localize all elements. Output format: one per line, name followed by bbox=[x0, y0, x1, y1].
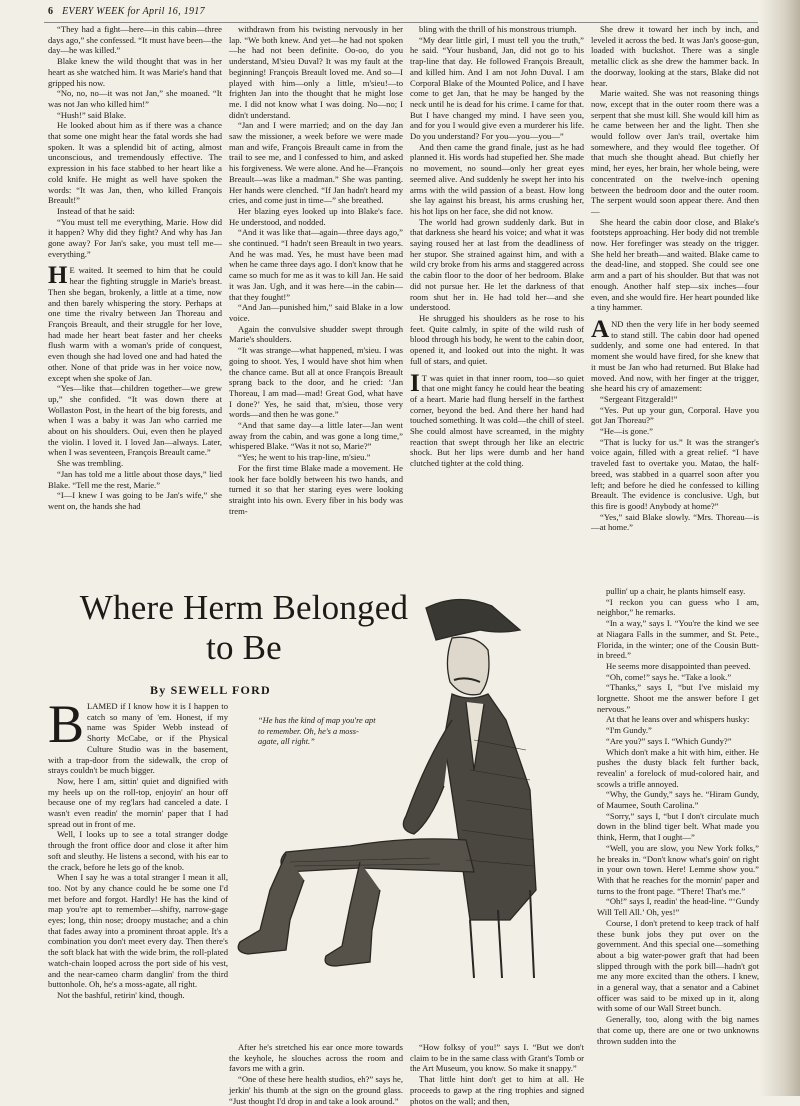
bottom-column-4 bbox=[597, 586, 759, 1090]
paragraph: “Yes—like that—children together—we grew up,” she confided. “It was down there at Wollaston Post, in the heart of the big forests, and when I was a baby it was Jan who carried me about on his shoulders. Oui, even then he played the violin. I loved it. I loved Jan—always. Later, when I was seventeen, François Breault came.” bbox=[48, 383, 222, 458]
paragraph: “My dear little girl, I must tell you the truth,” he said. “Your husband, Jan, did not go to his trap-line that day. He followed François Breault, and killed him. And I am not John Duval. I am Corporal Blake of the Mounted Police, and I have come to get Jan, that he may be hanged by the neck until he is dead for his crime. I came for that. But I have changed my mind. I have seen you, and for you I would give even a murderer his life. Do you understand? For you—you—you—” bbox=[410, 34, 584, 142]
section-first-paragraph: ND then the very life in her body seemed to stand still. The cabin door had opened suddenly, and some one had entered. In that moment she would have fired, for she knew that it must be Jan who had returned. But Blake had moved. And now, with her finger at the trigger, she heard his cry of amazement: bbox=[591, 318, 759, 394]
paragraph: After he's stretched his ear once more towards the keyhole, he slouches across the room and favors me with a grin. bbox=[229, 1042, 403, 1074]
story-title-line-2: to Be bbox=[206, 628, 282, 667]
section-first-paragraph: E waited. It seemed to him that he could hear the fighting struggle in Marie's breast. Then she began, brokenly, a little at a time, now and then barely whispering the story. Perhaps at one time the rivalry between Jan Thoreau and François Breault, and their struggle for her love, had made her heart beat faster and her cheeks flush warm with a woman's pride of conquest, even though she had loved one and had hated the other. None of that pride was in her voice now, except when she spoke of Jan. bbox=[48, 265, 222, 383]
paragraph: “It was strange—what happened, m'sieu. I was going to shoot. Yes, I would have shot him when the chance came. But all at once François Breault sprang back to the door, and he cried: ‘Jan Thoreau, I am mad—mad! Great God, what have I done?’ Yes, he said that, m'sieu, those very words—and then he was gone.” bbox=[229, 345, 403, 420]
illustration-caption: “He has the kind of map you're apt to remember. Oh, he's a moss-agate, all right.” bbox=[258, 716, 376, 746]
top-column-4-section-paragraphs bbox=[591, 394, 759, 533]
paragraph: withdrawn from his twisting nervously in her lap. “We both knew. And yet—he had not spoken—he had not been definite. Oo-oo, do you understand, M'sieu Duval? It was my fault at the beginning! François Breault loved me. And so—I played with him—only a little, m'sieu!—to frighten Jan into the thought that he might lose me. I did not know what I was doing. No—no; I didn't understand. bbox=[229, 24, 403, 120]
drop-cap: B bbox=[48, 694, 85, 754]
paragraph: Marie waited. She was not reasoning things now, except that in the outer room there was a serpent that she must kill. She would kill him as he came between her and the light. Then she would follow over Jan's trail, overtake him somewhere, and they would flee together. Of that much she thought ahead. But chiefly her mind, her eyes, her brain, her whole being, were concentrated on the twelve-inch opening between the bedroom door and the outer room. The serpent would soon appear there. And then— bbox=[591, 88, 759, 216]
paragraph: “And that same day—a little later—Jan went away from the cabin, and was gone a long time,” whispered Blake. “Was it not so, Marie?” bbox=[229, 420, 403, 452]
paragraph: “Oh, come!” says he. “Take a look.” bbox=[606, 671, 732, 682]
paragraph: The world had grown suddenly dark. But in that darkness she heard his voice; and what it was saying roused her at last from the deadliness of her stupor. She strained against him, and with a wild cry broke from his arms and staggered across the cabin floor to the door of her bedroom. Blake did not pursue her. He let the darkness of that room shut her in. He had told her—and she understood. bbox=[410, 216, 584, 313]
paragraph: “Are you?” says I. “Which Gundy?” bbox=[606, 735, 732, 746]
top-column-1-paragraphs bbox=[48, 24, 222, 259]
paragraph: “One of these here health studios, eh?” says he, jerkin' his thumb at the sign on the ground glass. “Just thought I'd drop in and take a look around.” bbox=[229, 1074, 403, 1106]
paragraph: “I—I knew I was going to be Jan's wife,” she went on, the hands she had bbox=[48, 490, 222, 511]
bottom-column-1-paragraphs bbox=[48, 776, 228, 1001]
bottom-column-3-paragraphs bbox=[410, 1042, 584, 1106]
top-column-1 bbox=[48, 24, 222, 569]
top-column-4-section bbox=[591, 315, 759, 394]
paragraph: “Jan and I were married; and on the day Jan saw the missioner, a week before we were made man and wife, François Breault came in from the trail to see me, and I confessed to him, and asked his forgiveness. We were alone. And he—François Breault—was like a madman.” She was panting. Her hands were clenched. “If Jan hadn't heard my cries, and come just in time—” she breathed. bbox=[229, 120, 403, 206]
paragraph: She was trembling. bbox=[57, 458, 124, 469]
running-head-title: EVERY WEEK for April 16, 1917 bbox=[62, 6, 205, 17]
paragraph: “Hush!” said Blake. bbox=[57, 109, 126, 120]
paragraph: Generally, too, along with the big names that come up, there are one or two unknowns thrown sudden into the bbox=[597, 1014, 759, 1046]
paragraph: For the first time Blake made a movement. He took her face boldly between his two hands, and turned it so that her staring eyes were looking straight into his own. Every fiber in his body was trem- bbox=[229, 462, 403, 516]
bottom-column-2-paragraphs bbox=[229, 1042, 403, 1106]
paragraph: Which don't make a hit with him, either. He pushes the dusty black felt further back, revealin' a forelock of mud-colored hair, and scowls a trifle annoyed. bbox=[597, 746, 759, 789]
paragraph: pullin' up a chair, he plants himself easy. bbox=[606, 586, 746, 596]
paragraph: He looked about him as if there was a chance that some one might hear the fatal words she had spoken. It was a splendid bit of acting, almost unconscious, and tremendously effective. The expression in his face stabbed to her heart like a cold knife. He might as well have spoken the words: “It was Jan, then, who killed François Breault!” bbox=[48, 120, 222, 206]
paragraph: Well, I looks up to see a total stranger dodge through the front office door and close it after him soft and sleuthy. He listens a second, with his ear to the crack, before he lets go of the knob. bbox=[48, 829, 228, 872]
top-column-3-paragraphs bbox=[410, 24, 584, 367]
bottom-column-1 bbox=[48, 694, 228, 1089]
paragraph: “How folksy of you!” says I. “But we don't claim to be in the same class with Grant's Tomb or the Art Museum, you know. So make it snappy.” bbox=[410, 1042, 584, 1074]
paragraph: “I'm Gundy.” bbox=[606, 725, 652, 736]
paragraph: “They had a fight—here—in this cabin—three days ago,” she confessed. “It must have been—the day—he was killed.” bbox=[48, 24, 222, 56]
paragraph: “Sergeant Fitzgerald!” bbox=[600, 393, 678, 404]
paragraph: “Yes,” said Blake slowly. “Mrs. Thoreau—is—at home.” bbox=[591, 511, 759, 533]
top-column-1-section bbox=[48, 262, 222, 383]
story-opening-paragraph bbox=[48, 694, 228, 776]
top-column-1-section-paragraphs bbox=[48, 383, 222, 511]
top-column-3 bbox=[410, 24, 584, 569]
paragraph: And then came the grand finale, just as he had planned it. His words had stupefied her. She made no movement, no sound—only her great eyes seemed alive. And suddenly he swept her into his arms with the wild passion of a beast. How long she lay against his breast, his arms crushing her, his hot lips on her face, she did not know. bbox=[410, 141, 584, 216]
paragraph: “He—is gone.” bbox=[600, 426, 653, 437]
paragraph: “Jan has told me a little about those days,” lied Blake. “Tell me the rest, Marie.” bbox=[48, 468, 222, 490]
paragraph: “Yes. Put up your gun, Corporal. Have you got Jan Thoreau?” bbox=[591, 404, 759, 426]
story-title-line-1: Where Herm Belonged bbox=[79, 588, 409, 627]
section-first-paragraph: T was quiet in that inner room, too—so quiet that one might fancy he could hear the beating of a heart. Marie had flung herself in the farthest corner, beyond the bed. And there her hand had touched something. It was cold—the chill of steel. She could almost have screamed, in the mighty reaction that swept through her like an electric shock. But her lips were dumb and her hand clutched tighter at the cold thing. bbox=[410, 372, 584, 469]
paragraph: “I reckon you can guess who I am, neighbor,” he remarks. bbox=[597, 596, 759, 618]
page-number: 6 bbox=[48, 6, 54, 17]
paragraph: That little hint don't get to him at all. He proceeds to gawp at the ring trophies and signed photos on the wall; and then, bbox=[410, 1074, 584, 1106]
paragraph: Course, I don't pretend to keep track of half these bunk jobs they put over on the government. And this special one—something about a big water-power graft that had been slipped through with the pork bill—hadn't got me any more excited than the others. I knew, in a general way, that a senator and a Cabinet officer was said to be mixed up in it, along with some of our Wall Street bunch. bbox=[597, 917, 759, 1014]
top-column-2-paragraphs bbox=[229, 24, 403, 516]
paragraph: Now, here I am, sittin' quiet and dignified with my heels up on the roll-top, enjoyin' an hour off because one of my reg'lars had canceled a date. I wasn't even readin' the mornin' paper that I had spread out in front of me. bbox=[48, 775, 228, 829]
paragraph: He shrugged his shoulders as he rose to his feet. Quite calmly, in spite of the wild rush of blood through his body, he went to the cabin door, opened it, and looked out into the night. It was full of stars, and quiet. bbox=[410, 312, 584, 366]
paragraph: Her blazing eyes looked up into Blake's face. He understood, and nodded. bbox=[229, 205, 403, 227]
paragraph: “Thanks,” says I, “but I've mislaid my lorgnette. Shoot me the answer before I get nervous.” bbox=[597, 682, 759, 714]
paragraph: When I say he was a total stranger I mean it all, too. Not by any chance could he be some one I'd met before and forgot. Hardly! He has the kind of map you're apt to remember—shifty, narrow-gage eyes; long, thin nose; droopy mustache; and a chin that fades away into a prominent throat apple. It's a combination you don't meet every day. Then there's the soft black hat with the wide brim, the roll-plated watch-chain looped across the port side of his vest, and the near-cameo charm danglin' from the third buttonhole. Oh, he's a moss-agate, all right. bbox=[48, 872, 228, 990]
drop-cap: A bbox=[591, 315, 610, 343]
paragraph: At that he leans over and whispers husky: bbox=[606, 714, 750, 725]
paragraph: bling with the thrill of his monstrous triumph. bbox=[419, 24, 577, 34]
seated-man-illustration bbox=[230, 590, 560, 980]
paragraph: “And Jan—punished him,” said Blake in a low voice. bbox=[229, 302, 403, 323]
paragraph: “That is lucky for us.” It was the stranger's voice again, filled with a great relief. “I have traveled fast to overtake you. Matao, the half-breed, was stabbed in a quarrel soon after you left; and before he died he confessed to killing Breault. The evidence is conclusive. Ugh, but this fire is good! Anybody at home?” bbox=[591, 436, 759, 511]
drop-cap: H bbox=[48, 262, 68, 290]
top-column-4-paragraphs bbox=[591, 24, 759, 313]
drop-cap: I bbox=[410, 369, 420, 397]
paragraph: “In a way,” says I. “You're the kind we see at Niagara Falls in the summer, and St. Pete., Florida, in the winter; one of the Cousin Butt-in breed.” bbox=[597, 618, 759, 661]
paragraph: She drew it toward her inch by inch, and leveled it across the bed. It was Jan's goose-gun, loaded with buckshot. There was a single metallic click as she drew the hammer back. In the doorway, looking at the stars, Blake did not hear. bbox=[591, 24, 759, 88]
paragraph: “And it was like that—again—three days ago,” she continued. “I hadn't seen Breault in two years. And he was mad. Yes, he must have been mad when he came three days ago. I don't know that he came so much for me as it was to kill Jan. He said it was Jan. Ugh, and it was here—in the cabin—that they fought!” bbox=[229, 227, 403, 302]
paragraph: “You must tell me everything, Marie. How did it happen? Why did they fight? And why has Jan gone away? For Jan's sake, you must tell me—everything.” bbox=[48, 216, 222, 259]
paragraph: “Yes; he went to his trap-line, m'sieu.” bbox=[238, 452, 371, 463]
top-column-2 bbox=[229, 24, 403, 569]
story-byline: By SEWELL FORD bbox=[150, 683, 271, 697]
top-column-3-section bbox=[410, 369, 584, 469]
paragraph: “Sorry,” says I, “but I don't circulate much down in the blind tiger belt. What made you think, Herm, that I ought—” bbox=[597, 810, 759, 843]
paragraph: “Well, you are slow, you New York folks,” he breaks in. “Don't know what's goin' on right in your own town. Here! Lemme show you.” With that he reaches for the mornin' paper and turns to the front page. “There! That's me.” bbox=[597, 842, 759, 896]
running-header bbox=[48, 6, 205, 17]
paragraph: Not the bashful, retirin' kind, though. bbox=[57, 989, 185, 1000]
page-edge-shadow bbox=[760, 0, 800, 1096]
paragraph: “No, no, no—it was not Jan,” she moaned. “It was not Jan who killed him!” bbox=[48, 88, 222, 109]
paragraph: Blake knew the wild thought that was in her heart as she watched him. It was Marie's hand that gripped his now. bbox=[48, 56, 222, 88]
paragraph: She heard the cabin door close, and Blake's footsteps approaching. Her body did not tremble now. Her forefinger was steady on the trigger. She held her breath—and waited. Blake came to the dead-line, and stopped. She could see one arm and a part of his shoulder. But that was not enough. Another half step—six inches—four even, and she would fire. Her heart pounded like a tiny hammer. bbox=[591, 216, 759, 313]
header-rule bbox=[44, 22, 758, 23]
top-column-4 bbox=[591, 24, 759, 569]
story-opening-text: LAMED if I know how it is I happen to catch so many of 'em. Honest, if my name was Spider Webb instead of Shorty McCabe, or if the Physical Culture Studio was in the basement, with a trap-door from the sidewalk, the crop of strays couldn't be much bigger. bbox=[48, 701, 228, 776]
paragraph: “Oh!” says I, readin' the head-line. “‘Gundy Will Tell All.’ Oh, yes!” bbox=[597, 896, 759, 918]
paragraph: Again the convulsive shudder swept through Marie's shoulders. bbox=[229, 323, 403, 345]
bottom-column-3 bbox=[410, 1042, 584, 1106]
bottom-column-4-paragraphs bbox=[597, 586, 759, 1046]
paragraph: Instead of that he said: bbox=[57, 205, 135, 216]
paragraph: He seems more disappointed than peeved. bbox=[606, 660, 751, 671]
paragraph: “Why, the Gundy,” says he. “Hiram Gundy, of Maumee, South Carolina.” bbox=[597, 789, 759, 811]
bottom-column-2 bbox=[229, 1042, 403, 1106]
